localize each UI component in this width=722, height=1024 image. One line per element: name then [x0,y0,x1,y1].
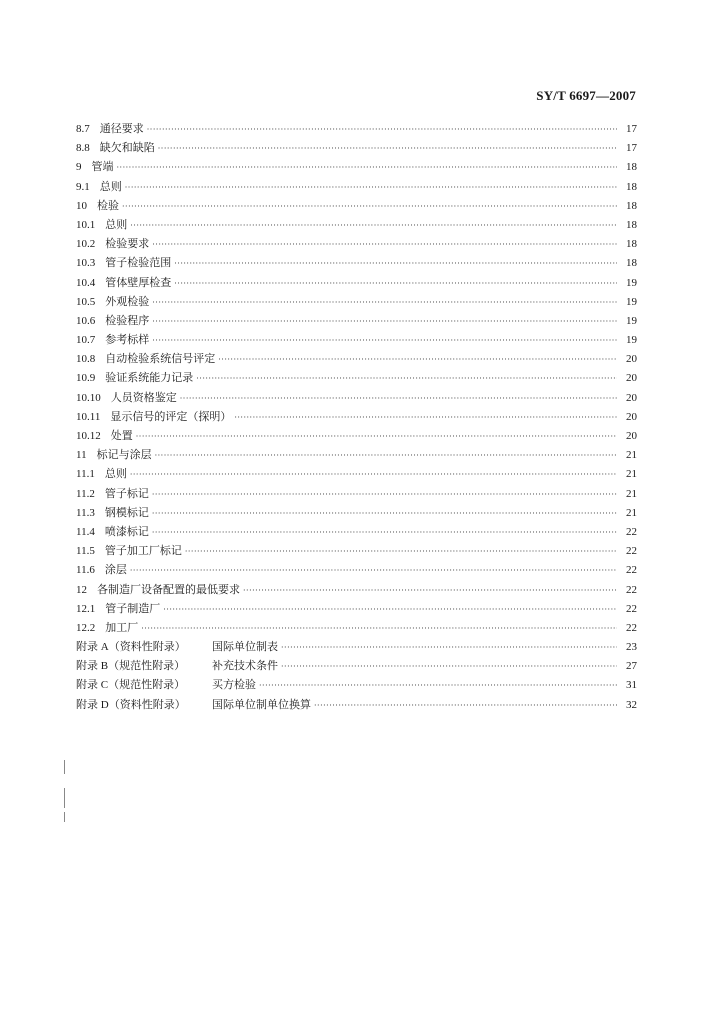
toc-entry-page: 20 [626,372,637,385]
toc-dot-leader [152,485,617,504]
toc-entry[interactable] [76,484,637,503]
toc-entry[interactable] [76,560,637,579]
table-of-contents [76,119,637,714]
scan-artifact-line [64,812,65,822]
toc-entry-page: 22 [626,602,637,615]
toc-entry-page: 19 [626,276,637,289]
toc-entry[interactable] [76,330,637,349]
toc-dot-leader [136,427,617,446]
toc-entry-page: 18 [626,257,637,270]
toc-entry-page: 17 [626,142,637,155]
toc-entry-page: 22 [626,545,637,558]
toc-entry[interactable] [76,273,637,292]
toc-dot-leader [234,408,617,427]
toc-entry-page: 18 [626,180,637,193]
toc-dot-leader [152,235,617,254]
toc-dot-leader [158,139,617,158]
toc-entry-title: 标记与涂层 [96,448,152,462]
toc-entry[interactable] [76,503,637,522]
toc-entry-number: 9.1 [76,180,90,193]
toc-entry-title: 管子制造厂 [105,601,161,615]
toc-entry-page: 18 [626,218,637,231]
toc-dot-leader [125,178,617,197]
toc-entry-number: 9 [76,161,82,174]
toc-entry-title: 人员资格鉴定 [110,390,177,404]
toc-entry-title: 加工厂 [105,620,139,634]
toc-entry[interactable] [76,311,637,330]
scan-artifact-line [64,760,65,774]
toc-dot-leader [174,274,617,293]
toc-entry-number: 10.12 [76,430,101,442]
toc-entry-number: 12.2 [76,621,96,634]
toc-entry-title: 国际单位制表 [212,640,278,654]
toc-entry-title: 总则 [104,467,127,481]
toc-entry[interactable] [76,522,637,541]
toc-dot-leader [152,331,617,350]
toc-appendix-entry[interactable] [76,656,637,675]
toc-entry-page: 20 [626,410,637,423]
toc-entry-number: 10.1 [76,218,96,231]
toc-entry-number: 10.7 [76,334,96,347]
toc-entry-number: 10.4 [76,276,96,289]
toc-dot-leader [281,638,617,657]
toc-entry-title: 喷漆标记 [104,524,149,538]
toc-dot-leader [130,465,617,484]
toc-dot-leader [174,254,617,273]
toc-entry-page: 27 [626,660,637,673]
toc-entry-number: 附录 D（资料性附录） [76,698,186,711]
toc-entry-title: 自动检验系统信号评定 [105,352,216,366]
toc-entry-page: 32 [626,698,637,711]
toc-entry-number: 12.1 [76,602,96,615]
toc-entry-title: 买方检验 [212,678,256,692]
toc-entry[interactable] [76,177,637,196]
toc-entry-page: 19 [626,314,637,327]
toc-entry-page: 19 [626,295,637,308]
toc-entry-page: 31 [626,679,637,692]
standard-number: SY/T 6697—2007 [536,88,636,103]
toc-appendix-entry[interactable] [76,695,637,714]
toc-entry[interactable] [76,368,637,387]
toc-entry-number: 11.6 [76,564,95,577]
toc-dot-leader [117,158,618,177]
toc-entry-number: 10.10 [76,391,101,404]
toc-entry-number: 11.3 [76,506,95,519]
toc-entry-title: 补充技术条件 [212,659,278,673]
scan-artifact-line [64,788,65,808]
toc-dot-leader [243,581,617,600]
toc-entry[interactable] [76,580,637,599]
toc-entry[interactable] [76,426,637,445]
toc-entry-number: 11 [76,449,87,462]
toc-entry[interactable] [76,388,637,407]
toc-entry-title: 管子标记 [104,486,149,500]
toc-dot-leader [196,369,617,388]
toc-entry-page: 20 [626,353,637,366]
toc-entry-title: 各制造厂设备配置的最低要求 [97,582,240,596]
toc-entry-number: 12 [76,583,87,596]
toc-entry-title: 总则 [105,217,128,231]
toc-entry-title: 检验程序 [105,313,150,327]
toc-entry-number: 10.9 [76,372,96,385]
toc-entry-title: 外观检验 [105,294,150,308]
toc-entry[interactable] [76,464,637,483]
toc-entry-number: 附录 A（资料性附录） [76,641,186,654]
toc-entry-number: 10.3 [76,257,96,270]
toc-entry-title: 检验 [97,198,119,212]
toc-entry-title: 国际单位制单位换算 [212,697,311,711]
toc-entry-page: 22 [626,583,637,596]
toc-entry[interactable] [76,349,637,368]
toc-entry-page: 23 [626,641,637,654]
toc-entry-page: 22 [626,525,637,538]
toc-dot-leader [155,446,617,465]
toc-entry-title: 验证系统能力记录 [105,371,194,385]
toc-dot-leader [152,504,617,523]
toc-entry-title: 管体壁厚检查 [105,275,172,289]
toc-entry-page: 22 [626,564,637,577]
toc-entry-number: 10.5 [76,295,96,308]
toc-entry-number: 10.2 [76,238,96,251]
toc-entry[interactable] [76,618,637,637]
toc-entry-page: 19 [626,334,637,347]
toc-dot-leader [147,120,617,139]
toc-entry-page: 20 [626,391,637,404]
toc-dot-leader [130,561,617,580]
toc-entry-page: 22 [626,621,637,634]
toc-entry[interactable] [76,253,637,272]
toc-entry-number: 10.8 [76,353,96,366]
toc-entry-title: 处置 [110,429,133,442]
toc-entry[interactable] [76,445,637,464]
toc-entry-page: 18 [626,161,637,174]
toc-entry-title: 涂层 [104,563,127,577]
toc-dot-leader [314,696,617,715]
toc-entry-page: 21 [626,487,637,500]
toc-entry-number: 11.1 [76,468,95,481]
toc-entry-page: 18 [626,199,637,212]
toc-dot-leader [185,542,617,561]
toc-dot-leader [152,312,617,331]
toc-entry-title: 管端 [91,160,114,174]
toc-dot-leader [152,293,617,312]
toc-entry-number: 附录 B（规范性附录） [76,660,186,673]
toc-entry[interactable] [76,119,637,138]
toc-dot-leader [130,216,617,235]
toc-entry-number: 11.4 [76,525,95,538]
toc-dot-leader [281,657,617,676]
toc-entry[interactable] [76,196,637,215]
toc-entry[interactable] [76,541,637,560]
toc-entry-number: 8.8 [76,142,90,155]
toc-entry-page: 21 [626,468,637,481]
toc-entry-page: 21 [626,449,637,462]
toc-entry-title: 管子加工厂标记 [104,544,182,558]
toc-entry-number: 10.11 [76,410,101,423]
toc-dot-leader [259,676,617,695]
toc-dot-leader [180,389,617,408]
toc-entry[interactable] [76,215,637,234]
toc-entry-title: 缺欠和缺陷 [99,141,155,155]
toc-entry-page: 21 [626,506,637,519]
toc-entry-title: 通径要求 [99,122,144,135]
toc-entry-page: 20 [626,430,637,442]
toc-dot-leader [122,197,617,216]
toc-entry-page: 18 [626,238,637,251]
toc-appendix-entry[interactable] [76,637,637,656]
toc-appendix-entry[interactable] [76,675,637,694]
toc-entry-number: 10.6 [76,314,96,327]
toc-entry-number: 11.5 [76,545,95,558]
toc-dot-leader [141,619,617,638]
toc-entry-number: 11.2 [76,487,95,500]
toc-dot-leader [163,600,617,619]
toc-entry-title: 总则 [99,179,122,193]
toc-entry-title: 检验要求 [105,237,150,251]
toc-entry-number: 附录 C（规范性附录） [76,679,186,692]
toc-entry-title: 显示信号的评定（探明） [110,409,232,423]
toc-dot-leader [218,350,617,369]
toc-entry[interactable] [76,599,637,618]
toc-entry-title: 钢模标记 [104,505,149,519]
toc-entry[interactable] [76,407,637,426]
toc-entry-title: 管子检验范围 [105,256,172,270]
toc-entry-page: 17 [626,123,637,135]
toc-entry[interactable] [76,292,637,311]
toc-dot-leader [152,523,617,542]
toc-entry[interactable] [76,157,637,176]
toc-entry-number: 10 [76,199,87,212]
toc-entry[interactable] [76,234,637,253]
toc-entry-number: 8.7 [76,123,90,135]
toc-entry[interactable] [76,138,637,157]
toc-entry-title: 参考标样 [105,333,150,347]
